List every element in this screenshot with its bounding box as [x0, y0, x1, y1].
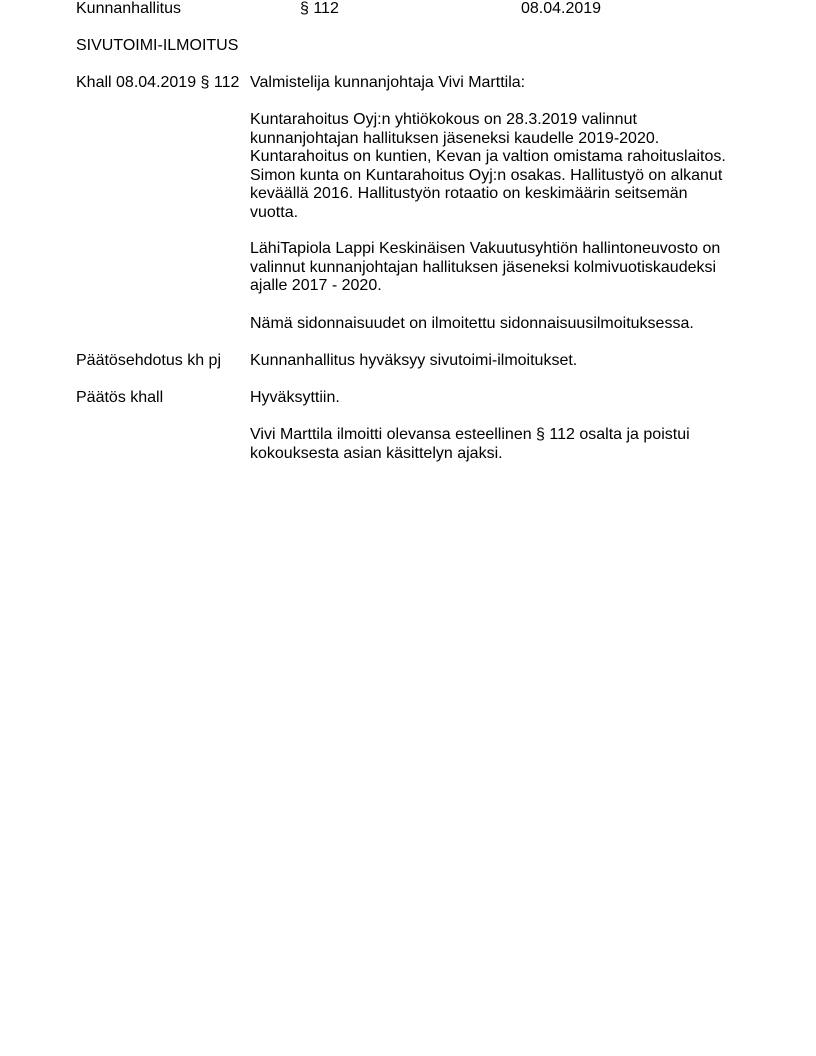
- document-title: SIVUTOIMI-ILMOITUS: [76, 37, 239, 54]
- preparation-paragraph-3: Nämä sidonnaisuudet on ilmoitettu sidonnaisuusilmoituksessa.: [250, 315, 694, 332]
- decision-note: Vivi Marttila ilmoitti olevansa esteellinen § 112 osalta ja poistui kokouksesta asian käsittelyn ajaksi.: [250, 426, 690, 462]
- preparation-intro: Valmistelija kunnanjohtaja Vivi Marttila:: [250, 74, 526, 91]
- header-body-name: Kunnanhallitus: [76, 0, 181, 17]
- proposal-label: Päätösehdotus kh pj: [76, 352, 221, 369]
- header-meeting-date: 08.04.2019: [521, 0, 602, 17]
- decision-text: Hyväksyttiin.: [250, 389, 340, 406]
- preparation-label: Khall 08.04.2019 § 112: [76, 74, 240, 91]
- header-section-number: § 112: [300, 0, 339, 17]
- proposal-text: Kunnanhallitus hyväksyy sivutoimi-ilmoitukset.: [250, 352, 578, 369]
- decision-label: Päätös khall: [76, 389, 164, 406]
- preparation-paragraph-1: Kuntarahoitus Oyj:n yhtiökokous on 28.3.2019 valinnut kunnanjohtajan hallituksen jäseneksi kaudelle 2019-2020. Kuntarahoitus on kuntien, Kevan ja valtion omistama rahoituslaitos. Simon kunta on Kuntarahoitus Oyj:n osakas. Hallitustyö on alkanut keväällä 2016. Hallitustyön rotaatio on keskimäärin seitsemän vuotta.: [250, 111, 726, 221]
- preparation-paragraph-2: LähiTapiola Lappi Keskinäisen Vakuutusyhtiön hallintoneuvosto on valinnut kunnanjohtajan hallituksen jäseneksi kolmivuotiskaudeksi ajalle 2017 - 2020.: [250, 240, 721, 294]
